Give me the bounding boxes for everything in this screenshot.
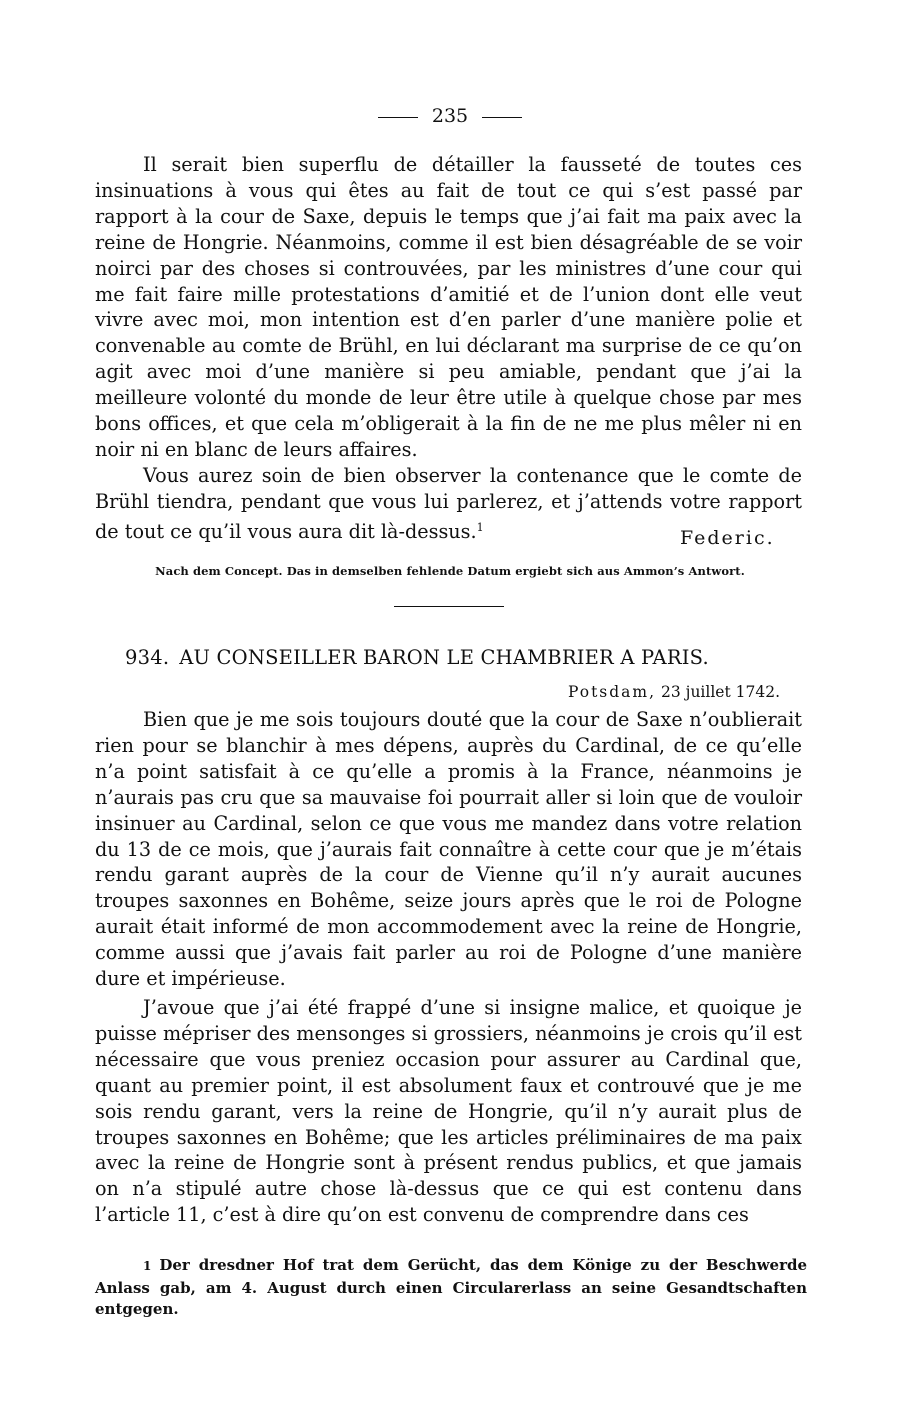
section-divider [394, 606, 504, 607]
header-dash-right [482, 117, 522, 118]
document-heading [125, 646, 805, 669]
letter-body [95, 707, 802, 992]
footnote [95, 1255, 807, 1321]
dateline [0, 683, 780, 701]
dateline-place: Potsdam, [567, 683, 657, 701]
previous-letter-text [95, 152, 802, 463]
page-header [0, 104, 900, 128]
paragraph: Il serait bien superflu de détailler la fausseté de toutes ces insinuations à vous qui êtes au fait de tout ce qui s’est passé par rapport à la cour de Saxe, depuis le temps que j’ai fait ma paix avec la reine de Hongrie. Néanmoins, comme il est bien désagréable de se voir noirci par des choses si controuvées, par les ministres d’une cour qui me fait faire mille protestations d’amitié et de l’union dont elle veut vivre avec moi, mon intention est d’en parler d’une manière polie et convenable au comte de Brühl, en lui déclarant ma surprise de ce qu’on agit avec moi d’une manière si peu amiable, pendant que j’ai la meilleure volonté du monde de leur être utile à quelque chose par mes bons offices, et que cela m’obligerait à la fin de ne me plus mêler ni en noir ni en blanc de leurs affaires. [95, 153, 802, 461]
paragraph-text: Vous aurez soin de bien observer la contenance que le comte de Brühl tiendra, pendant que vous lui parlerez, et j’attends votre rapport de tout ce qu’il vous aura dit là-dessus. [95, 464, 802, 543]
header-dash-left [378, 117, 418, 118]
dateline-date: 23 juillet 1742. [660, 683, 780, 701]
paragraph: J’avoue que j’ai été frappé d’une si insigne malice, et quoique je puisse mépriser des mensonges si grossiers, néanmoins je crois qu’il est nécessaire que vous preniez occasion pour assurer au Cardinal que, quant au premier point, il est absolument faux et controuvé que je me sois rendu garant, vers la reine de Hongrie, qu’il n’y aurait plus de troupes saxonnes en Bohême; que les articles préliminaires de ma paix avec la reine de Hongrie sont à présent rendus publics, et que jamais on n’a stipulé autre chose là-dessus que ce qui est contenu dans l’article 11, c’est à dire qu’on est convenu de comprendre dans ces [95, 996, 802, 1227]
footnote-reference: 1 [476, 520, 484, 534]
document-number: 934. [125, 646, 170, 669]
letter-body-continued [95, 995, 802, 1228]
footnote-text: Der dresdner Hof trat dem Gerücht, das dem Könige zu der Beschwerde Anlass gab, am 4. August durch einen Circularerlass an seine Gesandtschaften entgegen. [95, 1256, 807, 1318]
source-note: Nach dem Concept. Das in demselben fehlende Datum ergiebt sich aus Ammon’s Antwort. [155, 564, 745, 578]
paragraph: Bien que je me sois toujours douté que la cour de Saxe n’oublierait rien pour se blanchir à mes dépens, auprès du Cardinal, de ce qu’elle n’a point satisfait à ce qu’elle a promis à la France, néanmoins je n’aurais pas cru que sa mauvaise foi pourrait aller si loin que de vouloir insinuer au Cardinal, selon ce que vous me mandez dans votre relation du 13 de ce mois, que j’aurais fait connaître à cette cour que je m’étais rendu garant auprès de la cour de Vienne qu’il n’y aurait aucunes troupes saxonnes en Bohême, seize jours après que le roi de Pologne aurait était informé de mon accommodement avec la reine de Hongrie, comme aussi que j’avais fait parler au roi de Pologne d’une manière dure et impérieuse. [95, 708, 802, 991]
document-title: AU CONSEILLER BARON LE CHAMBRIER A PARIS. [179, 646, 709, 669]
footnote-mark: 1 [143, 1259, 152, 1273]
signature: Federic. [680, 527, 775, 549]
page-number: 235 [431, 105, 469, 127]
